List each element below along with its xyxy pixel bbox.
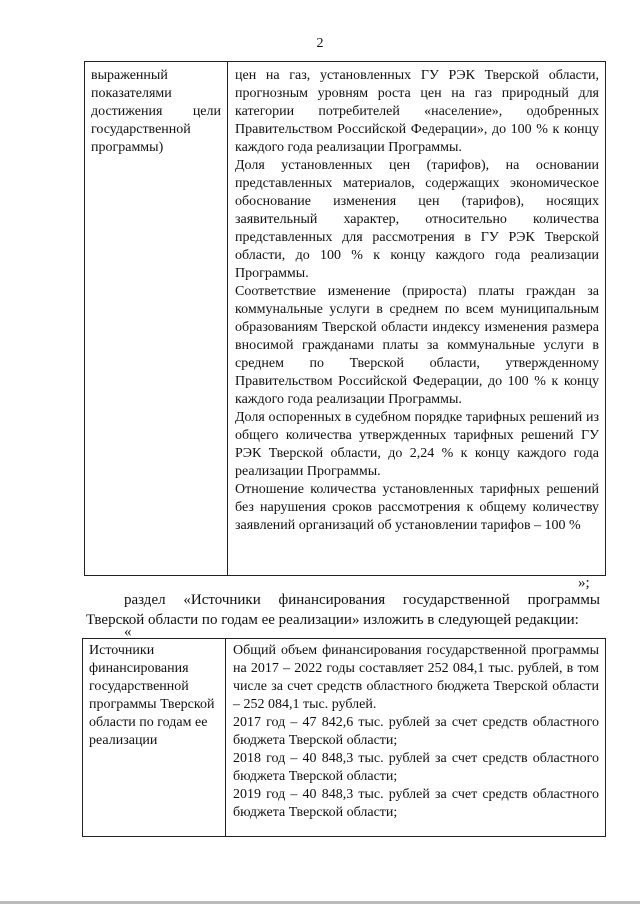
closing-quote: »; <box>578 575 590 591</box>
paragraph-timely-decisions: Отношение количества установленных тарифных решений без нарушения сроков рассмотрения к общему количеству заявлений организаций об установлении тарифов – 100 % <box>235 482 599 533</box>
paragraph-utility-payments: Соответствие изменение (прироста) платы граждан за коммунальные услуги в среднем по всем муниципальным образованиям Тверской области индексу изменения размера вносимой гражданами платы за коммунальные услуги в среднем по Тверской области, утвержденному Правительством Российской Федерации, до 100 % к концу каждого года реализации Программы. <box>235 284 599 407</box>
table-right-cell <box>233 642 599 822</box>
paragraph-year-2018: 2018 год – 40 848,3 тыс. рублей за счет средств областного бюджета Тверской области; <box>233 751 599 784</box>
paragraph-gas-prices: цен на газ, установленных ГУ РЭК Тверской области, прогнозным уровням роста цен на газ природный для категории потребителей «население», одобренных Правительством Российской Федерации», до 100 % к концу каждого года реализации Программы. <box>235 68 599 155</box>
instruction-paragraph: раздел «Источники финансирования государственной программы Тверской области по годам ее реализации» изложить в следующей редакции: <box>86 592 600 628</box>
opening-quote: « <box>124 624 132 640</box>
paragraph-year-2017: 2017 год – 47 842,6 тыс. рублей за счет средств областного бюджета Тверской области; <box>233 715 599 748</box>
table-left-cell: Источники финансирования государственной программы Тверской области по годам ее реализации <box>89 643 215 748</box>
table-left-cell: выраженный показателями достижения цели государственной программы) <box>91 68 221 155</box>
table-column-divider <box>227 62 228 575</box>
paragraph-year-2019: 2019 год – 40 848,3 тыс. рублей за счет средств областного бюджета Тверской области; <box>233 787 599 820</box>
table-goal-indicators <box>84 61 606 576</box>
paragraph-court-decisions: Доля оспоренных в судебном порядке тарифных решений из общего количества утвержденных тарифных решений ГУ РЭК Тверской области, до 2,24 % к концу каждого года реализации Программы. <box>235 410 599 479</box>
page-number: 2 <box>316 36 324 51</box>
scan-bottom-edge <box>0 901 640 904</box>
table-financing-sources <box>82 638 606 837</box>
table-column-divider <box>225 639 226 836</box>
table-right-cell <box>235 67 599 535</box>
paragraph-tariff-share: Доля установленных цен (тарифов), на основании представленных материалов, содержащих экономическое обоснование изменения цен (тарифов), носящих заявительный характер, относительно количества представленных для рассмотрения в ГУ РЭК Тверской области, до 100 % к концу каждого года реализации Программы. <box>235 158 599 281</box>
paragraph-total-financing: Общий объем финансирования государственной программы на 2017 – 2022 годы составляет 252 084,1 тыс. рублей, в том числе за счет средств областного бюджета Тверской области – 252 084,1 тыс. рублей. <box>233 643 599 712</box>
